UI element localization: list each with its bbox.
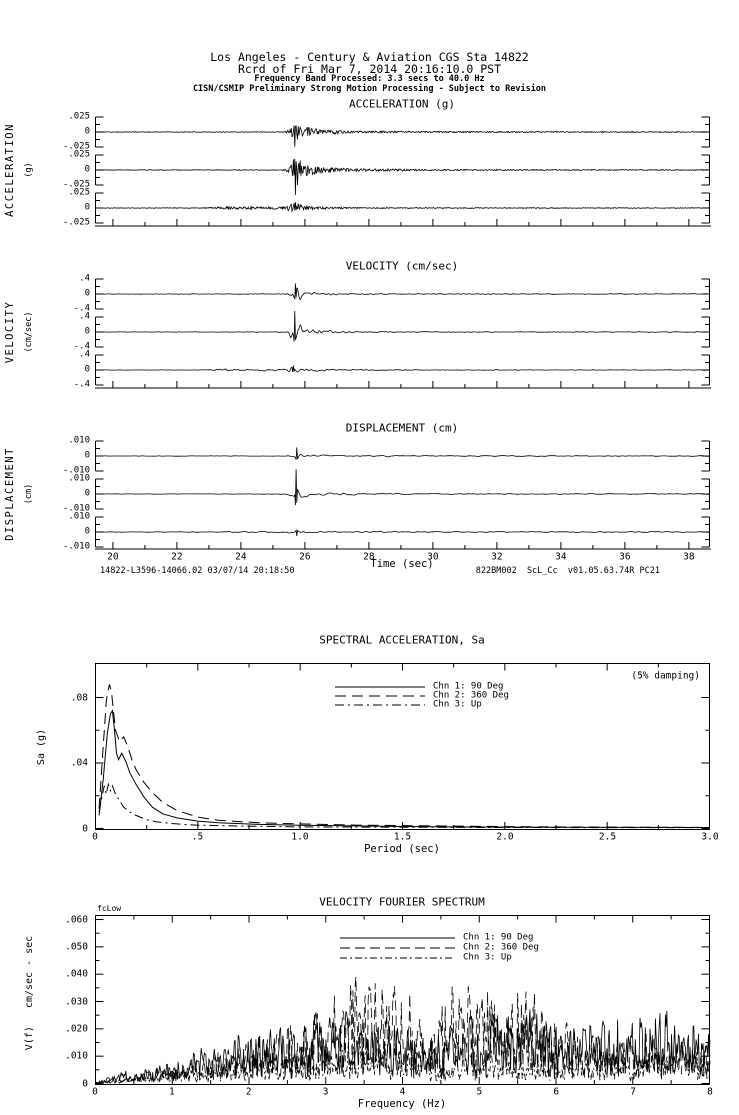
time-tick-24: 24 <box>235 551 247 563</box>
fourier-xtick-1: 1 <box>169 1086 175 1098</box>
processing-version-footer: 822BM002 ScL_Cc v01.05.63.74R PC21 <box>475 565 660 576</box>
fourier-title: VELOCITY FOURIER SPECTRUM <box>319 895 485 909</box>
acceleration-title: ACCELERATION (g) <box>349 97 455 111</box>
acceleration-ytick-top: .025 <box>68 149 90 160</box>
acceleration-ytick-zero: 0 <box>84 126 90 137</box>
acceleration-axis-label: ACCELERATION <box>3 123 16 217</box>
time-tick-34: 34 <box>555 551 567 563</box>
displacement-ytick-top: .010 <box>68 511 90 522</box>
sa-legend-line-1 <box>335 684 425 690</box>
sa-xtick-.5: .5 <box>191 831 204 843</box>
fourier-corner-frequency-label: fcLow <box>97 904 122 913</box>
fourier-legend-label-2: Chn 2: 360 Deg <box>463 942 539 953</box>
sa-curve-ch1 <box>99 711 710 828</box>
sa-ytick-0: 0 <box>82 822 88 834</box>
displacement-traces-svg <box>95 437 712 551</box>
frequency-band-note: Frequency Band Processed: 3.3 secs to 40.0 Hz <box>254 74 485 84</box>
displacement-ytick-top: .010 <box>68 435 90 446</box>
trace-velocity-ch3 <box>95 366 710 373</box>
acceleration-ytick-zero: 0 <box>84 202 90 213</box>
sa-legend-line-3 <box>335 702 425 708</box>
fourier-ytick-0: 0 <box>82 1077 88 1089</box>
sa-xtick-2.5: 2.5 <box>598 831 617 843</box>
fourier-ytick-.040: .040 <box>65 968 88 980</box>
fourier-ytick-.050: .050 <box>65 941 88 953</box>
displacement-axis-unit: (cm) <box>23 483 34 505</box>
time-tick-30: 30 <box>427 551 439 563</box>
displacement-title: DISPLACEMENT (cm) <box>345 421 459 435</box>
sa-xaxis-label: Period (sec) <box>364 842 440 855</box>
sa-xtick-3.0: 3.0 <box>701 831 719 843</box>
trace-velocity-ch1 <box>95 284 710 300</box>
velocity-ytick-bottom: -.4 <box>73 341 90 352</box>
acceleration-ytick-bottom: -.025 <box>62 217 90 228</box>
sa-title: SPECTRAL ACCELERATION, Sa <box>319 633 485 647</box>
displacement-ytick-bottom: -.010 <box>62 541 90 552</box>
sa-xtick-2.0: 2.0 <box>496 831 514 843</box>
trace-acceleration-ch1 <box>95 125 710 146</box>
displacement-ytick-bottom: -.010 <box>62 503 90 514</box>
time-axis-label: Time (sec) <box>370 557 434 570</box>
displacement-ytick-bottom: -.010 <box>62 465 90 476</box>
velocity-ytick-zero: 0 <box>84 326 90 337</box>
trace-displacement-ch1 <box>95 447 710 459</box>
record-id-footer: 14822-L3596-14066.02 03/07/14 20:18:50 <box>100 565 295 576</box>
sa-legend-label-2: Chn 2: 360 Deg <box>433 690 509 701</box>
time-tick-22: 22 <box>171 551 183 563</box>
station-title: Los Angeles - Century & Aviation CGS Sta 14822 <box>210 50 529 64</box>
fourier-xtick-8: 8 <box>707 1086 713 1098</box>
sa-xtick-0: 0 <box>92 831 98 843</box>
displacement-axis-label: DISPLACEMENT <box>3 447 16 541</box>
time-tick-28: 28 <box>363 551 375 563</box>
time-tick-36: 36 <box>619 551 631 563</box>
velocity-ytick-bottom: -.4 <box>73 303 90 314</box>
fourier-xtick-4: 4 <box>399 1086 406 1098</box>
velocity-axis-label: VELOCITY <box>3 300 16 364</box>
velocity-ytick-zero: 0 <box>84 364 90 375</box>
fourier-legend-line-2 <box>340 945 455 951</box>
velocity-traces-svg <box>95 275 712 390</box>
acceleration-ytick-bottom: -.025 <box>62 179 90 190</box>
report-header <box>0 52 739 94</box>
record-timestamp: Rcrd of Fri Mar 7, 2014 20:16:10.0 PST <box>237 61 502 76</box>
sa-ytick-.08: .08 <box>70 691 88 703</box>
fourier-xtick-6: 6 <box>553 1086 560 1098</box>
time-tick-26: 26 <box>299 551 311 563</box>
fourier-ytick-.060: .060 <box>65 913 88 925</box>
trace-velocity-ch2 <box>95 311 710 342</box>
fourier-xtick-7: 7 <box>630 1086 636 1098</box>
displacement-ytick-zero: 0 <box>84 450 90 461</box>
sa-legend-line-2 <box>335 693 425 699</box>
acceleration-ytick-top: .025 <box>68 111 90 122</box>
fourier-yaxis-label: V(f) cm/sec - sec <box>24 935 35 1051</box>
trace-displacement-ch2 <box>95 469 710 505</box>
fourier-ytick-.010: .010 <box>65 1050 88 1062</box>
acceleration-traces-svg <box>95 113 712 228</box>
fourier-xtick-3: 3 <box>322 1086 329 1098</box>
fourier-ytick-.020: .020 <box>65 1023 88 1035</box>
fourier-legend-line-1 <box>340 935 455 941</box>
sa-curve-ch3 <box>99 784 710 827</box>
sa-legend-label-1: Chn 1: 90 Deg <box>433 681 504 692</box>
velocity-ytick-top: .4 <box>79 311 90 322</box>
fourier-xtick-5: 5 <box>476 1086 483 1098</box>
velocity-ytick-bottom: -.4 <box>73 379 90 390</box>
acceleration-ytick-zero: 0 <box>84 164 90 175</box>
trace-acceleration-ch3 <box>95 202 710 211</box>
sa-xtick-1.5: 1.5 <box>393 831 412 843</box>
time-tick-32: 32 <box>491 551 503 563</box>
acceleration-ytick-bottom: -.025 <box>62 141 90 152</box>
acceleration-ytick-top: .025 <box>68 187 90 198</box>
fourier-xtick-0: 0 <box>92 1086 98 1098</box>
velocity-ytick-top: .4 <box>79 273 90 284</box>
displacement-ytick-zero: 0 <box>84 488 90 499</box>
trace-acceleration-ch2 <box>95 159 710 195</box>
fourier-legend-label-3: Chn 3: Up <box>463 952 512 963</box>
velocity-ytick-top: .4 <box>79 349 90 360</box>
velocity-ytick-zero: 0 <box>84 288 90 299</box>
fourier-xaxis-label: Frequency (Hz) <box>357 1097 447 1110</box>
time-tick-20: 20 <box>107 551 119 563</box>
acceleration-axis-unit: (g) <box>23 162 34 178</box>
displacement-ytick-zero: 0 <box>84 526 90 537</box>
velocity-axis-unit: (cm/sec) <box>23 311 34 353</box>
time-tick-38: 38 <box>683 551 695 563</box>
trace-displacement-ch3 <box>95 530 710 536</box>
fourier-legend-label-1: Chn 1: 90 Deg <box>463 932 534 943</box>
processing-note: CISN/CSMIP Preliminary Strong Motion Processing - Subject to Revision <box>192 83 547 94</box>
velocity-title: VELOCITY (cm/sec) <box>345 259 459 273</box>
fourier-xtick-2: 2 <box>245 1086 252 1098</box>
sa-damping-note: (5% damping) <box>631 670 700 682</box>
fourier-legend-line-3 <box>340 955 455 961</box>
sa-ytick-.04: .04 <box>70 757 88 769</box>
sa-legend-label-3: Chn 3: Up <box>433 699 482 710</box>
fourier-ytick-.030: .030 <box>65 995 88 1007</box>
sa-yaxis-label: Sa (g) <box>36 728 47 766</box>
displacement-ytick-top: .010 <box>68 473 90 484</box>
sa-xtick-1.0: 1.0 <box>291 831 309 843</box>
